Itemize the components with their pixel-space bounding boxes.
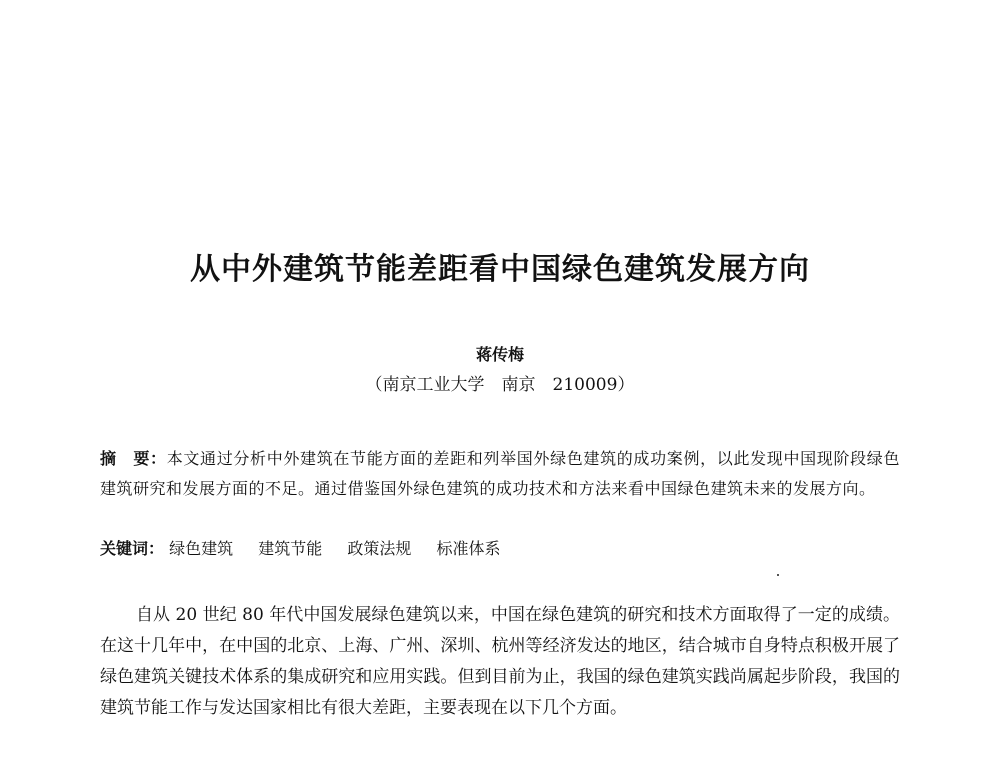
keyword: 建筑节能 <box>258 539 323 558</box>
author-name: 蒋传梅 <box>475 345 524 364</box>
keyword: 绿色建筑 <box>169 539 234 558</box>
abstract-text: 本文通过分析中外建筑在节能方面的差距和列举国外绿色建筑的成功案例，以此发现中国现阶段绿色建筑研究和发展方面的不足。通过借鉴国外绿色建筑的成功技术和方法来看中国绿色建筑未来的发展方向。 <box>100 449 900 498</box>
abstract <box>100 444 900 504</box>
abstract-label: 摘 要： <box>100 449 167 468</box>
keyword: 标准体系 <box>436 539 501 558</box>
scan-speck <box>777 574 779 576</box>
body-paragraph: 自从 20 世纪 80 年代中国发展绿色建筑以来，中国在绿色建筑的研究和技术方面取得了一定的成绩。在这十几年中，在中国的北京、上海、广州、深圳、杭州等经济发达的地区，结合城市自身特点积极开展了绿色建筑关键技术体系的集成研究和应用实践。但到目前为止，我国的绿色建筑实践尚属起步阶段，我国的建筑节能工作与发达国家相比有很大差距，主要表现在以下几个方面。 <box>100 605 900 718</box>
keywords <box>100 534 900 564</box>
paper-title: 从中外建筑节能差距看中国绿色建筑发展方向 <box>190 252 810 287</box>
keyword: 政策法规 <box>347 539 412 558</box>
author-affiliation: （南京工业大学 南京 210009） <box>365 375 635 395</box>
keywords-label: 关键词： <box>100 539 165 558</box>
